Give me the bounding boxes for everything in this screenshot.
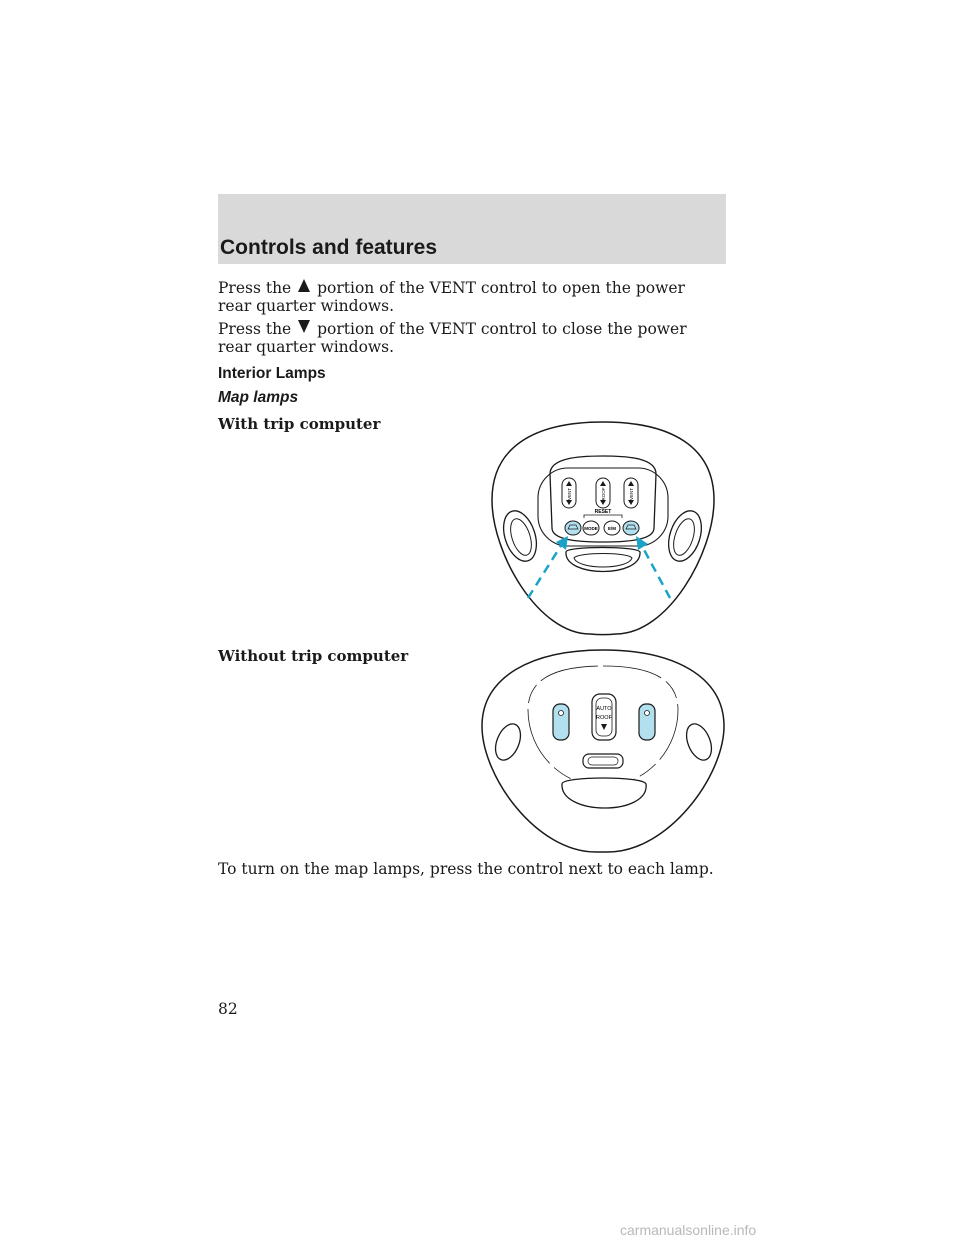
page-header-title: Controls and features xyxy=(220,236,438,259)
overhead-console-with-trip-computer xyxy=(488,418,718,638)
vent-right-label: VENT xyxy=(629,487,634,501)
em-button[interactable] xyxy=(604,521,620,535)
roof-label: ROOF xyxy=(601,487,606,501)
auto-label: AUTO xyxy=(596,706,612,712)
open-suffix: portion of the VENT control to open the power rear quarter windows. xyxy=(218,279,685,315)
close-prefix: Press the xyxy=(218,320,292,338)
auto-roof-switch[interactable] xyxy=(592,694,616,740)
triangle-down-icon xyxy=(297,319,311,334)
right-map-lamp-button[interactable] xyxy=(623,521,639,535)
caption-with-trip-computer: With trip computer xyxy=(218,415,381,433)
roof-rocker[interactable] xyxy=(596,478,610,508)
subsection-heading: Map lamps xyxy=(218,389,299,406)
caption-without-trip-computer: Without trip computer xyxy=(218,647,409,665)
page-number: 82 xyxy=(218,1000,238,1018)
instruction-paragraph: To turn on the map lamps, press the control next to each lamp. xyxy=(218,860,714,878)
vent-close-paragraph xyxy=(218,319,718,356)
vent-right-rocker[interactable] xyxy=(624,478,638,508)
em-label: E/M xyxy=(607,526,617,531)
small-center-button[interactable] xyxy=(583,754,623,768)
section-heading: Interior Lamps xyxy=(218,365,326,382)
vent-left-rocker[interactable] xyxy=(562,478,576,508)
watermark: carmanualsonline.info xyxy=(620,1222,757,1238)
open-prefix: Press the xyxy=(218,279,292,297)
close-suffix: portion of the VENT control to close the power rear quarter windows. xyxy=(218,320,687,356)
roof-label: ROOF xyxy=(596,715,612,721)
left-map-lamp-switch[interactable] xyxy=(553,704,569,740)
mode-label: MODE xyxy=(584,526,598,531)
vent-open-paragraph xyxy=(218,278,718,315)
vent-left-label: VENT xyxy=(567,487,572,501)
triangle-up-icon xyxy=(297,278,311,293)
overhead-console-without-trip-computer xyxy=(478,646,728,856)
left-map-lamp-button[interactable] xyxy=(565,521,581,535)
right-map-lamp-switch[interactable] xyxy=(639,704,655,740)
mode-button[interactable] xyxy=(583,521,599,535)
reset-label: RESET xyxy=(594,509,612,515)
